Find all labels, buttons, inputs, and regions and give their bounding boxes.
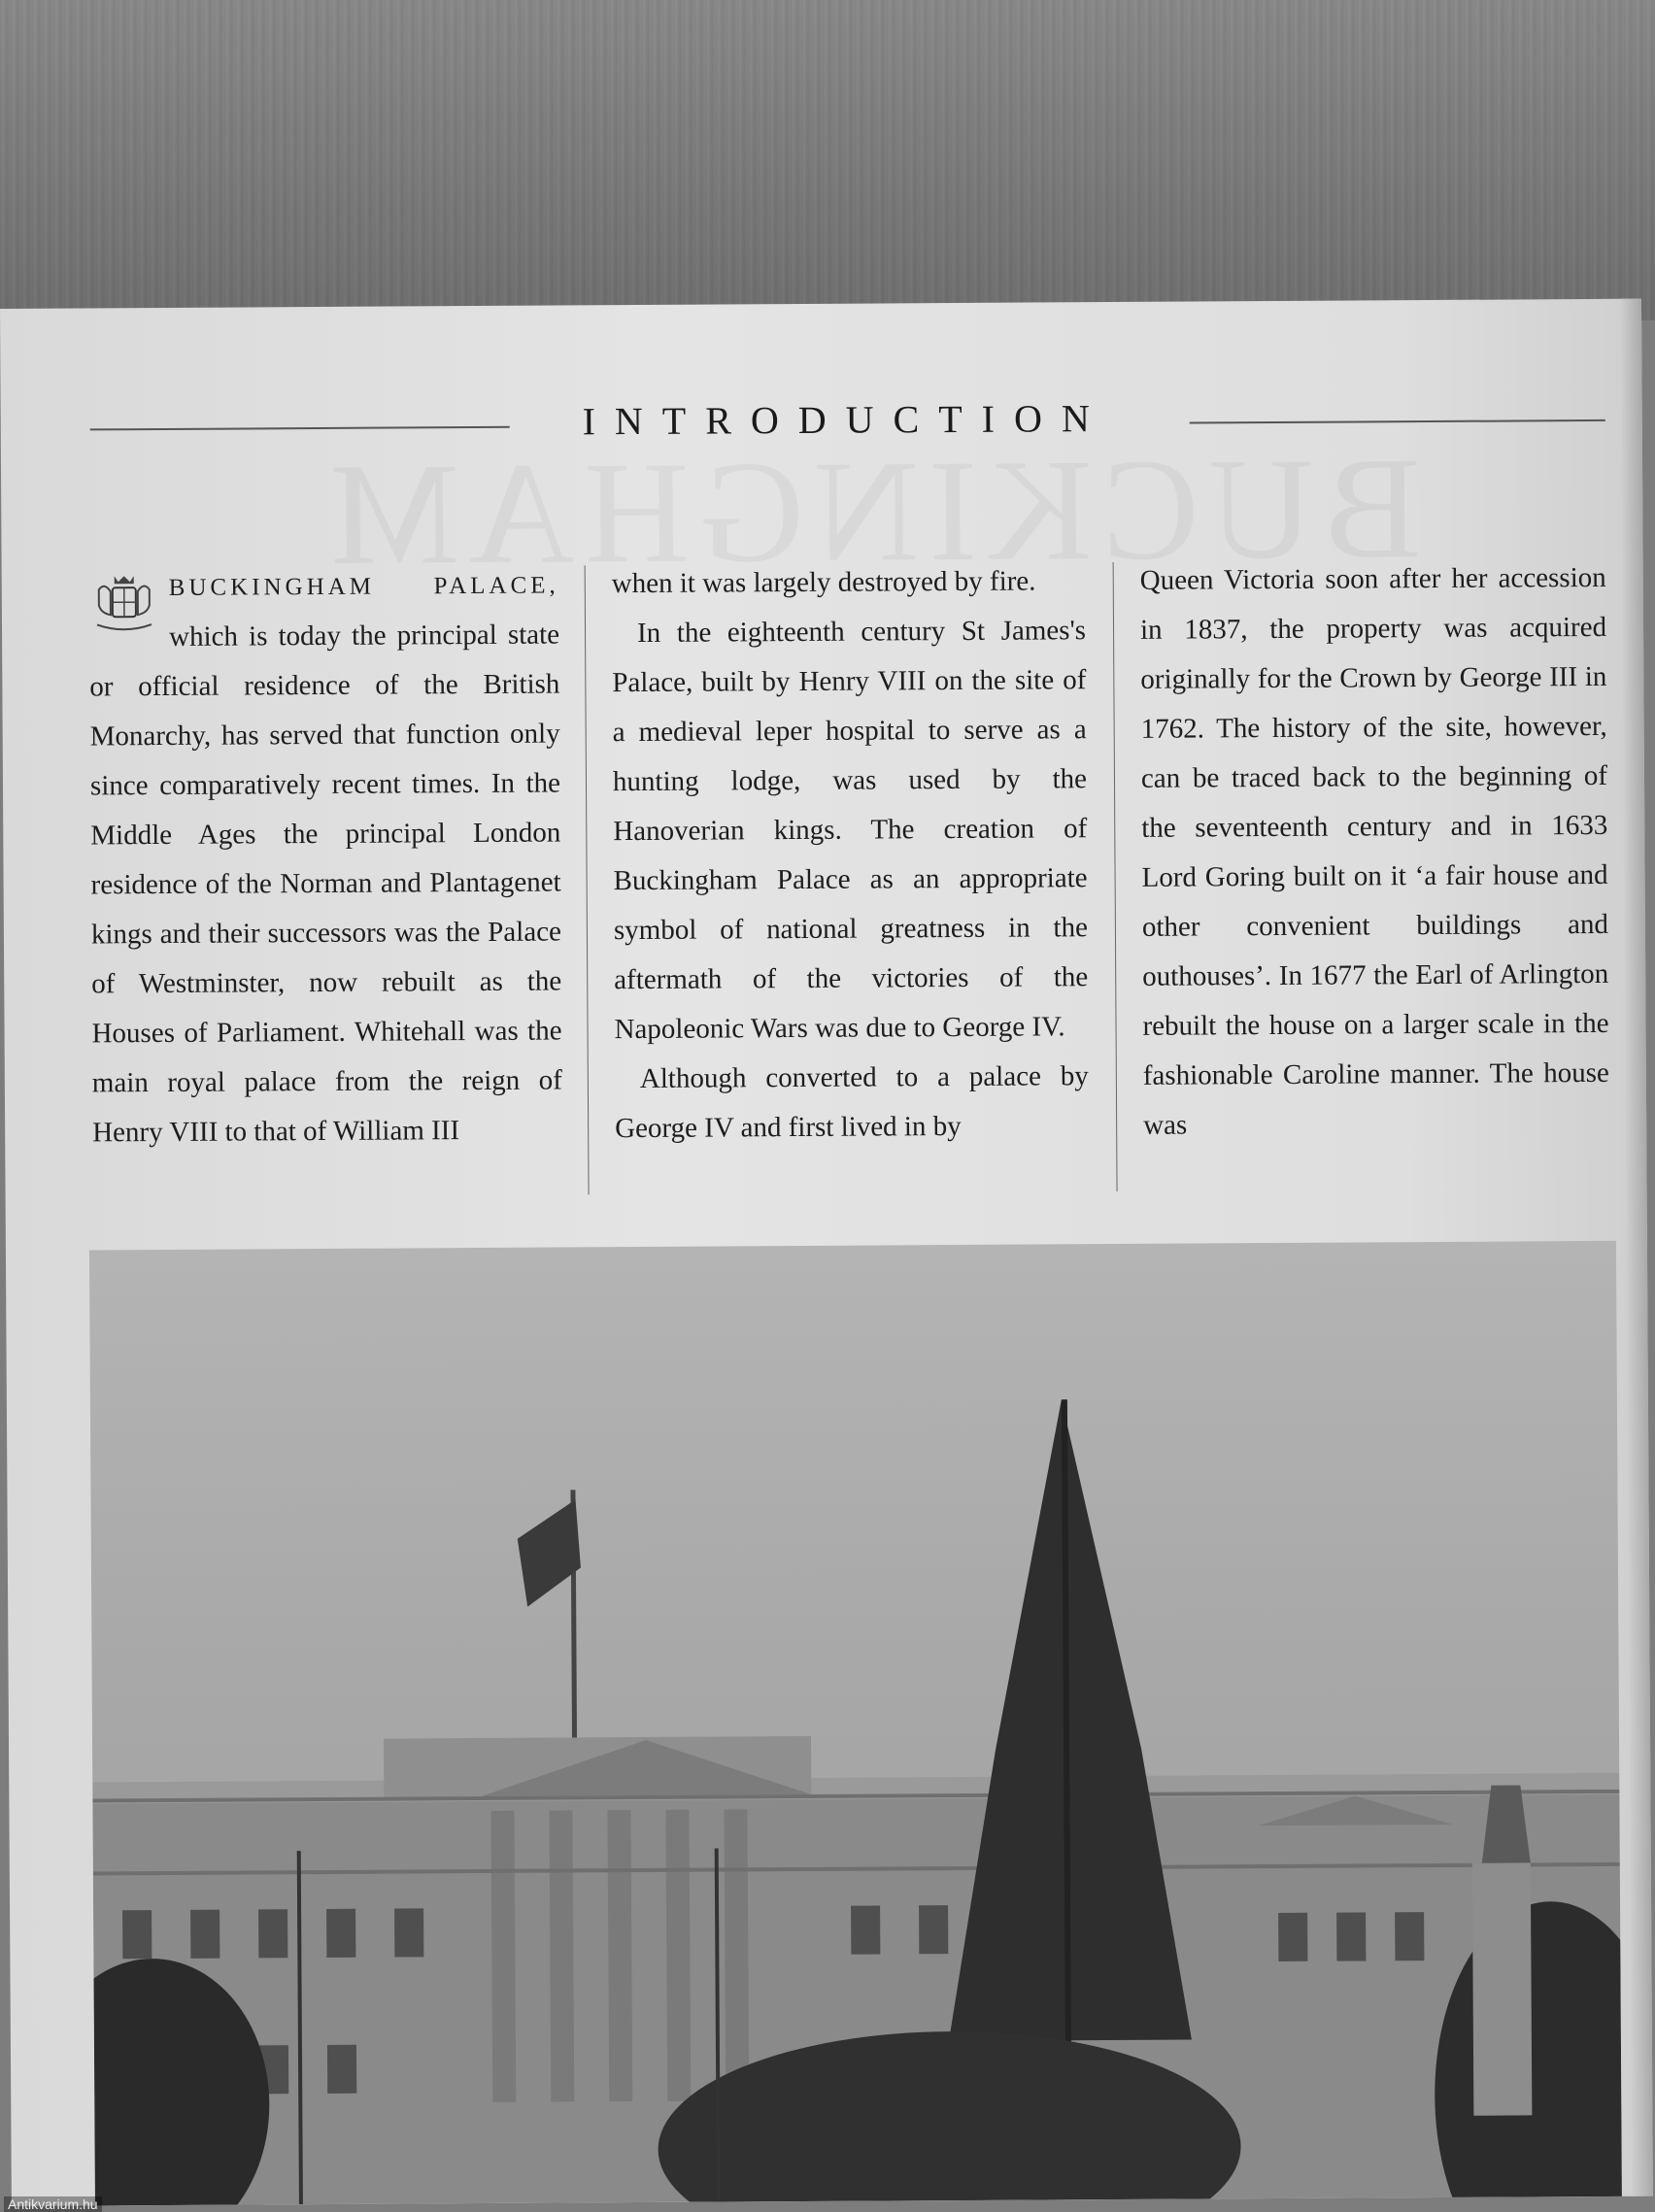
text-column-3 — [1140, 553, 1610, 1151]
column-2-paragraph-1: when it was largely destroyed by fire. — [612, 556, 1086, 609]
column-1-paragraph — [89, 559, 563, 1157]
column-2-paragraph-2: In the eighteenth century St James's Palace, built by Henry VIII on the site of a medieval leper hospital to serve as a hunting lodge, was used by the Hanoverian kings. The creation of Buckingham Palace as an appropriate symbol of national greatness in the aftermath of the victories of the Napoleonic Wars was due to George IV. — [612, 606, 1089, 1055]
lead-caps: BUCKINGHAM PALACE, — [169, 572, 559, 600]
page-title: INTRODUCTION — [545, 395, 1147, 445]
column-1-text: which is today the principal state or official residence of the British Monarchy, has served that function only since comparatively recent times. In the Middle Ages the principal London residence of the Norman and Plantagenet kings and their successors was the Palace of Westminster, now rebuilt as the Houses of Parliament. Whitehall was the main royal palace from the reign of Henry VIII to that of William III — [89, 619, 562, 1148]
watermark: Antikvarium.hu — [4, 2196, 102, 2212]
column-3-paragraph: Queen Victoria soon after her accession in 1837, the property was acquired originally for the Crown by George III in 1762. The history of the site, however, can be traced back to the beginning of the seventeenth century and in 1633 Lord Goring built on it ‘a fair house and other convenient buildings and outhouses’. In 1677 the Earl of Arlington rebuilt the house on a larger scale in the fashionable Caroline manner. The house was — [1140, 553, 1610, 1151]
royal-coat-of-arms-icon — [89, 568, 159, 638]
table-surface — [0, 0, 1655, 320]
text-column-1 — [89, 559, 563, 1157]
text-column-2 — [612, 556, 1090, 1154]
book-page — [0, 299, 1653, 2206]
heading-rule-right — [1190, 419, 1605, 424]
column-2-paragraph-3: Although converted to a palace by George IV and first lived in by — [615, 1052, 1090, 1154]
column-divider — [1113, 562, 1118, 1191]
column-divider — [585, 565, 590, 1194]
page-edge — [1620, 299, 1653, 2196]
palace-photograph — [89, 1241, 1622, 2206]
